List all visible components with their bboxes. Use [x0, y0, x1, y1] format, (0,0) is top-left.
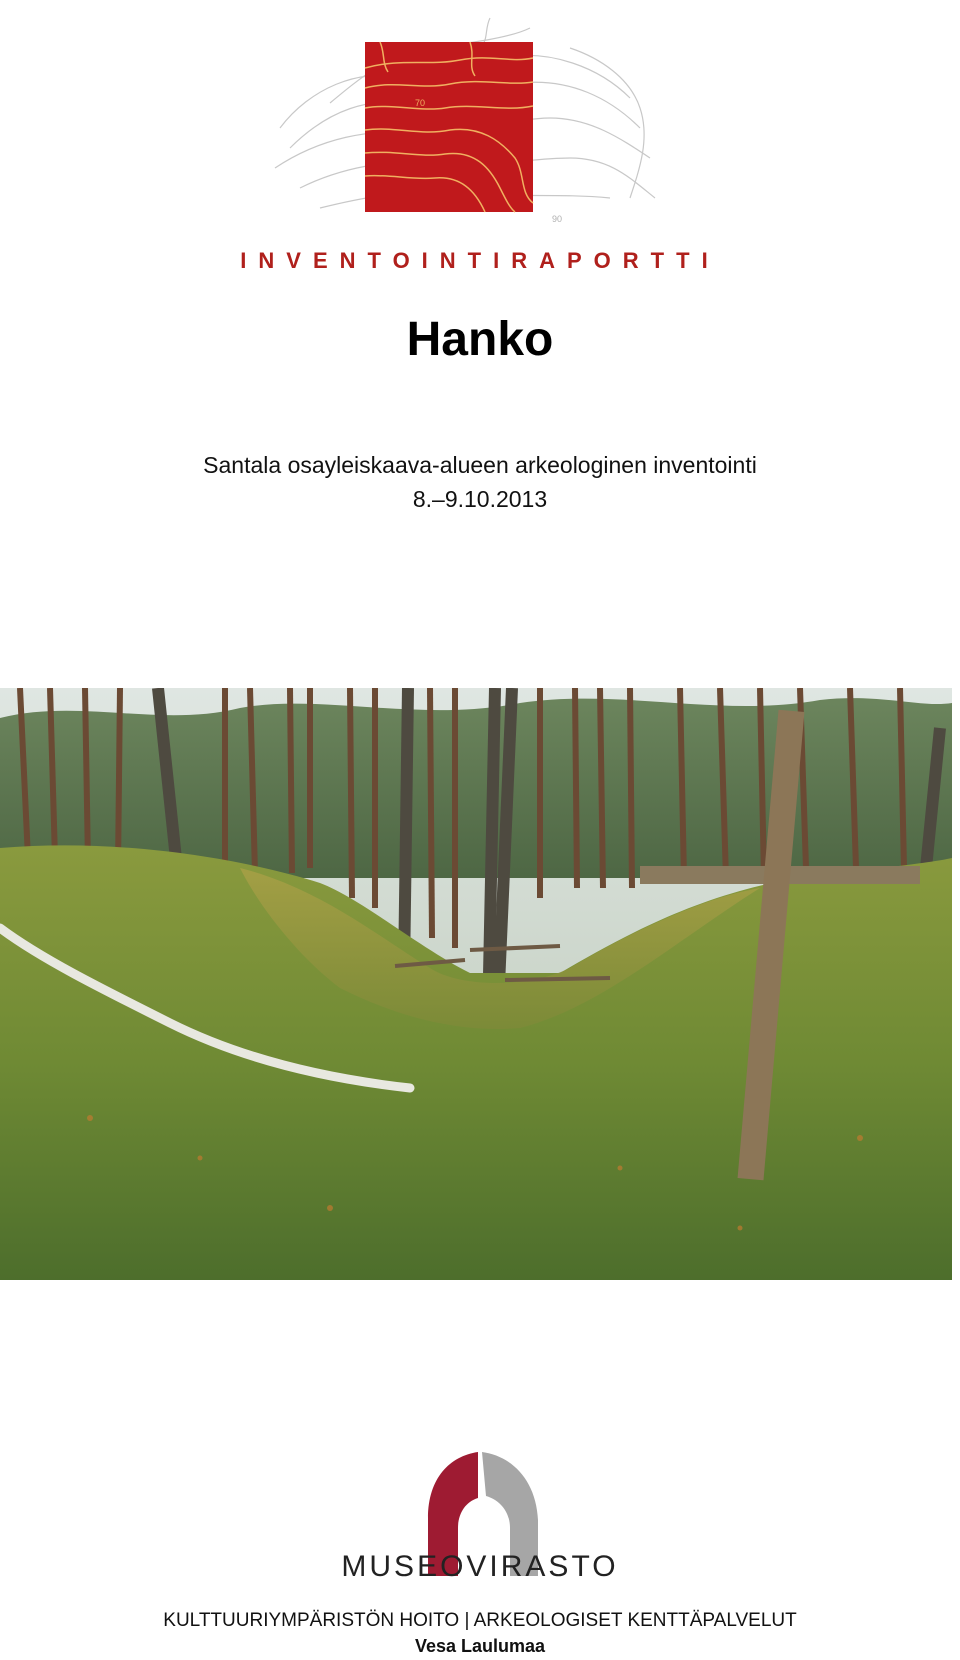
report-type-label: INVENTOINTIRAPORTTI — [240, 248, 720, 273]
author-name: Vesa Laulumaa — [414, 1636, 546, 1656]
report-subtitle: Santala osayleiskaava-alueen arkeologinen inventointi — [203, 452, 757, 478]
report-dates: 8.–9.10.2013 — [412, 486, 548, 512]
map-label-90: 90 — [552, 214, 563, 224]
museum-name: MUSEOVIRASTO — [341, 1550, 619, 1583]
topographic-map-logo-icon — [270, 8, 670, 240]
map-label-70: 70 — [415, 98, 426, 108]
forest-trench-photo — [0, 688, 952, 1280]
page-title: Hanko — [406, 313, 554, 366]
department-line: KULTTUURIYMPÄRISTÖN HOITO | ARKEOLOGISET KENTTÄPALVELUT — [163, 1610, 797, 1631]
